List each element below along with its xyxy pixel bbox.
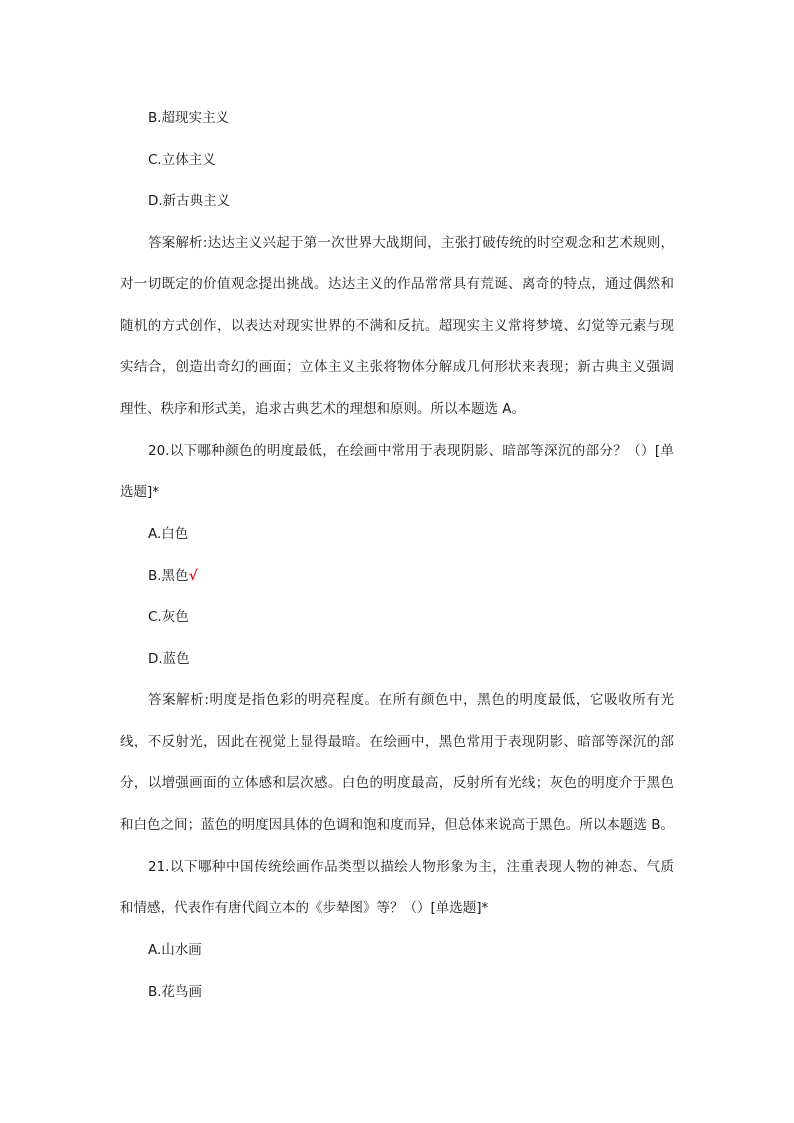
question-21-text: 和情感，代表作有唐代阎立本的《步辇图》等？（）[单选题]* [120,900,489,916]
q20-option-d: D.蓝色 [148,651,190,667]
answer-analysis-line: 答案解析:明度是指色彩的明亮程度。在所有颜色中，黑色的明度最低，它吸收所有光 [148,692,674,708]
q21-option-a: A.山水画 [148,942,202,958]
q20-option-b [148,566,198,586]
answer-analysis-line: 和白色之间；蓝色的明度因具体的色调和饱和度而异，但总体来说高于黑色。所以本题选 B。 [120,817,674,833]
option-d-neoclassicism: D.新古典主义 [148,193,231,209]
answer-analysis-line: 答案解析:达达主义兴起于第一次世界大战期间，主张打破传统的时空观念和艺术规则， [148,235,674,251]
option-b-surrealism: B.超现实主义 [148,110,230,126]
q21-option-b: B.花鸟画 [148,984,203,1000]
question-20-text: 20.以下哪种颜色的明度最低，在绘画中常用于表现阴影、暗部等深沉的部分？（）[单 [148,443,674,459]
q20-option-c: C.灰色 [148,609,189,625]
option-c-cubism: C.立体主义 [148,152,216,168]
answer-analysis-line: 实结合，创造出奇幻的画面；立体主义主张将物体分解成几何形状来表现；新古典主义强调 [120,359,674,375]
q20-option-b-label: B.黑色 [148,568,189,584]
answer-analysis-line: 线，不反射光，因此在视觉上显得最暗。在绘画中，黑色常用于表现阴影、暗部等深沉的部 [120,734,674,750]
answer-analysis-line: 分，以增强画面的立体感和层次感。白色的明度最高，反射所有光线；灰色的明度介于黑色 [120,775,674,791]
answer-analysis-line: 理性、秩序和形式美，追求古典艺术的理想和原则。所以本题选 A。 [120,401,526,417]
question-21-text: 21.以下哪种中国传统绘画作品类型以描绘人物形象为主，注重表现人物的神态、气质 [148,859,674,875]
answer-analysis-line: 随机的方式创作，以表达对现实世界的不满和反抗。超现实主义常将梦境、幻觉等元素与现 [120,318,674,334]
question-20-text: 选题]* [120,484,160,500]
q20-option-a: A.白色 [148,526,189,542]
correct-check-icon: √ [188,568,198,584]
answer-analysis-line: 对一切既定的价值观念提出挑战。达达主义的作品常常具有荒诞、离奇的特点，通过偶然和 [120,276,674,292]
